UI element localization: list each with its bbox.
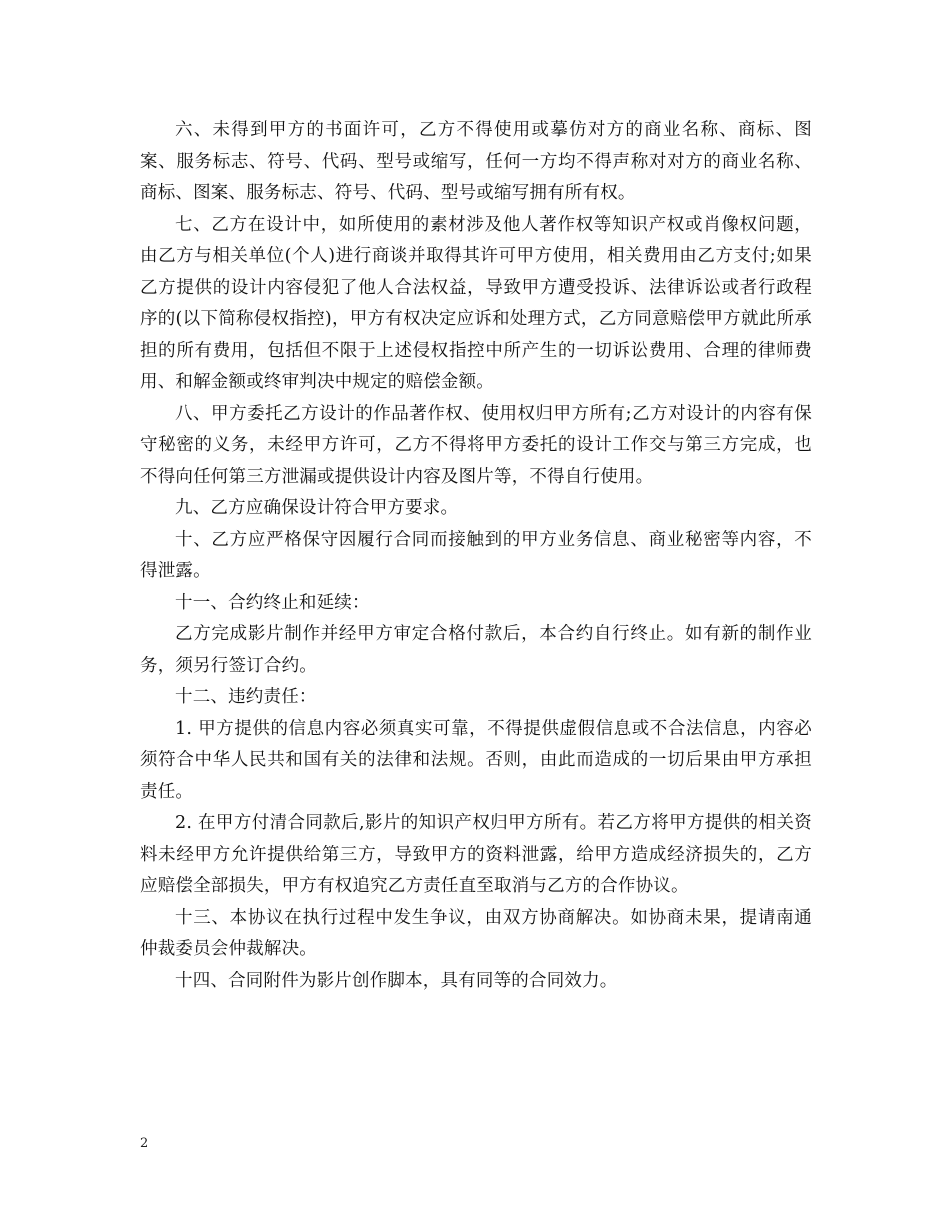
clause-eight-paragraph: 八、甲方委托乙方设计的作品著作权、使用权归甲方所有;乙方对设计的内容有保守秘密的义务，未经甲方许可，乙方不得将甲方委托的设计工作交与第三方完成，也不得向任何第三方泄漏或提供设计内容及图片等，不得自行使用。 <box>140 403 812 487</box>
clause-twelve-heading: 十二、违约责任： <box>175 687 317 707</box>
clause-eleven-body: 乙方完成影片制作并经甲方审定合格付款后，本合约自行终止。如有新的制作业务，须另行签订合约。 <box>140 624 812 676</box>
clause-thirteen-paragraph: 十三、本协议在执行过程中发生争议，由双方协商解决。如协商未果，提请南通仲裁委员会仲裁解决。 <box>140 907 812 959</box>
clause-fourteen-paragraph: 十四、合同附件为影片创作脚本，具有同等的合同效力。 <box>175 970 618 991</box>
clause-ten-paragraph: 十、乙方应严格保守因履行合同而接触到的甲方业务信息、商业秘密等内容，不得泄露。 <box>140 529 812 581</box>
page-number: 2 <box>140 1136 149 1151</box>
clause-twelve-item-1: 1. 甲方提供的信息内容必须真实可靠，不得提供虚假信息或不合法信息，内容必须符合中华人民共和国有关的法律和法规。否则，由此而造成的一切后果由甲方承担责任。 <box>140 718 812 802</box>
clause-seven-paragraph: 七、乙方在设计中，如所使用的素材涉及他人著作权等知识产权或肖像权问题，由乙方与相关单位(个人)进行商谈并取得其许可甲方使用，相关费用由乙方支付;如果乙方提供的设计内容侵犯了他人合法权益，导致甲方遭受投诉、法律诉讼或者行政程序的(以下简称侵权指控)，甲方有权决定应诉和处理方式，乙方同意赔偿甲方就此所承担的所有费用，包括但不限于上述侵权指控中所产生的一切诉讼费用、合理的律师费用、和解金额或终审判决中规定的赔偿金额。 <box>140 214 812 392</box>
clause-twelve-item-2: 2. 在甲方付清合同款后,影片的知识产权归甲方所有。若乙方将甲方提供的相关资料未经甲方允许提供给第三方，导致甲方的资料泄露，给甲方造成经济损失的，乙方应赔偿全部损失，甲方有权追究乙方责任直至取消与乙方的合作协议。 <box>140 813 812 896</box>
clause-eleven-heading: 十一、合约终止和延续： <box>175 592 370 613</box>
document-body <box>140 115 812 997</box>
clause-nine-paragraph: 九、乙方应确保设计符合甲方要求。 <box>175 498 459 518</box>
clause-six-paragraph: 六、未得到甲方的书面许可，乙方不得使用或摹仿对方的商业名称、商标、图案、服务标志、符号、代码、型号或缩写，任何一方均不得声称对对方的商业名称、商标、图案、服务标志、符号、代码、型号或缩写拥有所有权。 <box>140 120 812 203</box>
